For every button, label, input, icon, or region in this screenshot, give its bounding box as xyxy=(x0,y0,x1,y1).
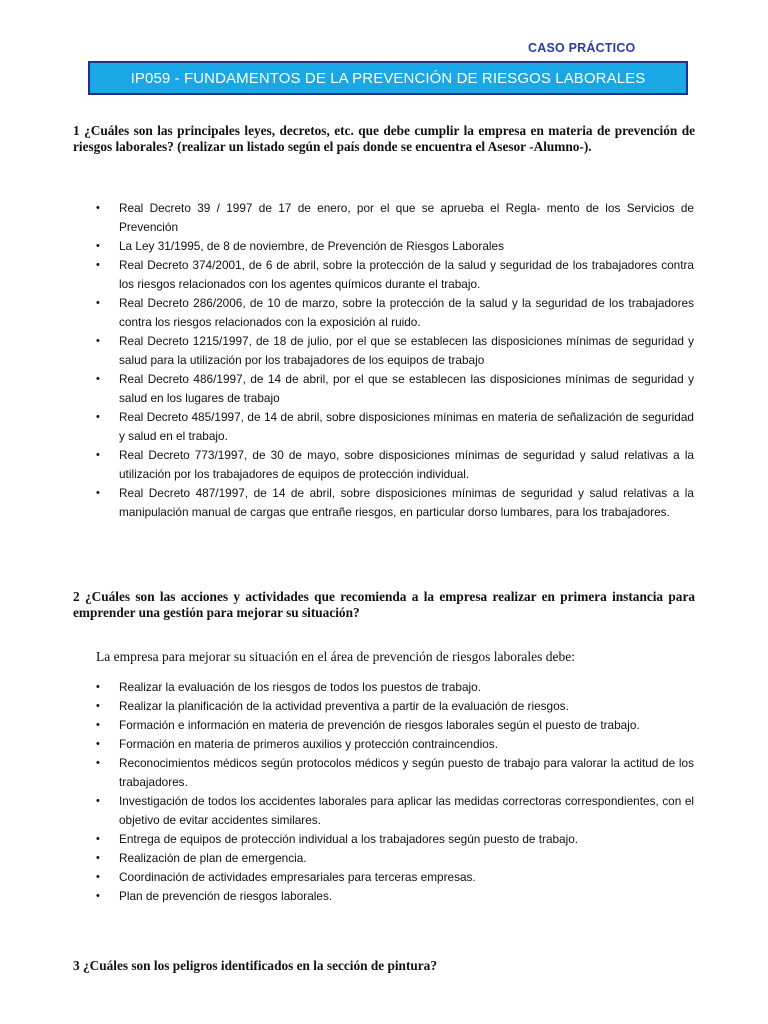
bullet-icon: • xyxy=(96,487,100,499)
bullet-icon: • xyxy=(96,700,100,712)
question-2: 2 ¿Cuáles son las acciones y actividades que recomienda a la empresa realizar en primera instancia para emprender una gestión para mejorar su situación? xyxy=(73,589,695,620)
bullet-icon: • xyxy=(96,795,100,807)
list-item: • Real Decreto 39 / 1997 de 17 de enero, por el que se aprueba el Regla- mento de los Servicios de Prevención xyxy=(96,201,694,234)
list-item: • Real Decreto 286/2006, de 10 de marzo, sobre la protección de la salud y la seguridad de los trabajadores contra los riesgos relacionados con la exposición al ruido. xyxy=(96,296,694,329)
case-label: CASO PRÁCTICO xyxy=(528,41,636,55)
list-item: • Realización de plan de emergencia. xyxy=(96,849,694,868)
list-item: • Investigación de todos los accidentes laborales para aplicar las medidas correctoras correspondientes, con el objetivo de evitar accidentes similares. xyxy=(96,794,694,827)
bullet-icon: • xyxy=(96,297,100,309)
list-item: • Reconocimientos médicos según protocolos médicos y según puesto de trabajo para valorar la actitud de los trabajadores. xyxy=(96,756,694,789)
bullet-icon: • xyxy=(96,681,100,693)
document-title: IP059 - FUNDAMENTOS DE LA PREVENCIÓN DE RIESGOS LABORALES xyxy=(130,69,646,87)
bullet-icon: • xyxy=(96,240,100,252)
list-item: • Real Decreto 487/1997, de 14 de abril, sobre disposiciones mínimas de seguridad y salud relativas a la manipulación manual de cargas que entrañe riesgos, en particular dorso lumbares, para los trabajadores. xyxy=(96,486,694,519)
bullet-icon: • xyxy=(96,871,100,883)
list-item: • Formación e información en materia de prevención de riesgos laborales según el puesto de trabajo. xyxy=(96,716,694,735)
bullet-icon: • xyxy=(96,738,100,750)
list-item: • La Ley 31/1995, de 8 de noviembre, de Prevención de Riesgos Laborales xyxy=(96,237,694,256)
bullet-icon: • xyxy=(96,335,100,347)
bullet-icon: • xyxy=(96,757,100,769)
list-item: • Realizar la evaluación de los riesgos de todos los puestos de trabajo. xyxy=(96,678,694,697)
actions-list xyxy=(96,678,694,906)
bullet-icon: • xyxy=(96,259,100,271)
list-item: • Real Decreto 485/1997, de 14 de abril, sobre disposiciones mínimas en materia de señalización de seguridad y salud en el trabajo. xyxy=(96,410,694,443)
bullet-icon: • xyxy=(96,890,100,902)
question-3: 3 ¿Cuáles son los peligros identificados en la sección de pintura? xyxy=(73,958,437,973)
list-item: • Real Decreto 773/1997, de 30 de mayo, sobre disposiciones mínimas de seguridad y salud relativas a la utilización por los trabajadores de equipos de protección individual. xyxy=(96,448,694,481)
list-item: • Realizar la planificación de la actividad preventiva a partir de la evaluación de riesgos. xyxy=(96,697,694,716)
bullet-icon: • xyxy=(96,202,100,214)
bullet-icon: • xyxy=(96,719,100,731)
list-item: • Plan de prevención de riesgos laborales. xyxy=(96,887,694,906)
list-item: • Coordinación de actividades empresariales para terceras empresas. xyxy=(96,868,694,887)
list-item: • Real Decreto 374/2001, de 6 de abril, sobre la protección de la salud y seguridad de los trabajadores contra los riesgos relacionados con los agentes químicos durante el trabajo. xyxy=(96,258,694,291)
title-banner xyxy=(88,61,688,95)
list-item: • Real Decreto 486/1997, de 14 de abril, por el que se establecen las disposiciones mínimas de seguridad y salud en los lugares de trabajo xyxy=(96,372,694,405)
list-item: • Entrega de equipos de protección individual a los trabajadores según puesto de trabajo. xyxy=(96,830,694,849)
laws-list xyxy=(96,199,694,522)
bullet-icon: • xyxy=(96,833,100,845)
list-item: • Formación en materia de primeros auxilios y protección contraincendios. xyxy=(96,735,694,754)
bullet-icon: • xyxy=(96,373,100,385)
list-item: • Real Decreto 1215/1997, de 18 de julio, por el que se establecen las disposiciones mínimas de seguridad y salud para la utilización por los trabajadores de los equipos de trabajo xyxy=(96,334,694,367)
bullet-icon: • xyxy=(96,449,100,461)
question-1: 1 ¿Cuáles son las principales leyes, decretos, etc. que debe cumplir la empresa en materia de prevención de riesgos laborales? (realizar un listado según el país donde se encuentra el Asesor -Alumno-). xyxy=(73,123,695,154)
bullet-icon: • xyxy=(96,411,100,423)
bullet-icon: • xyxy=(96,852,100,864)
answer-intro: La empresa para mejorar su situación en el área de prevención de riesgos laborales debe: xyxy=(96,649,576,664)
